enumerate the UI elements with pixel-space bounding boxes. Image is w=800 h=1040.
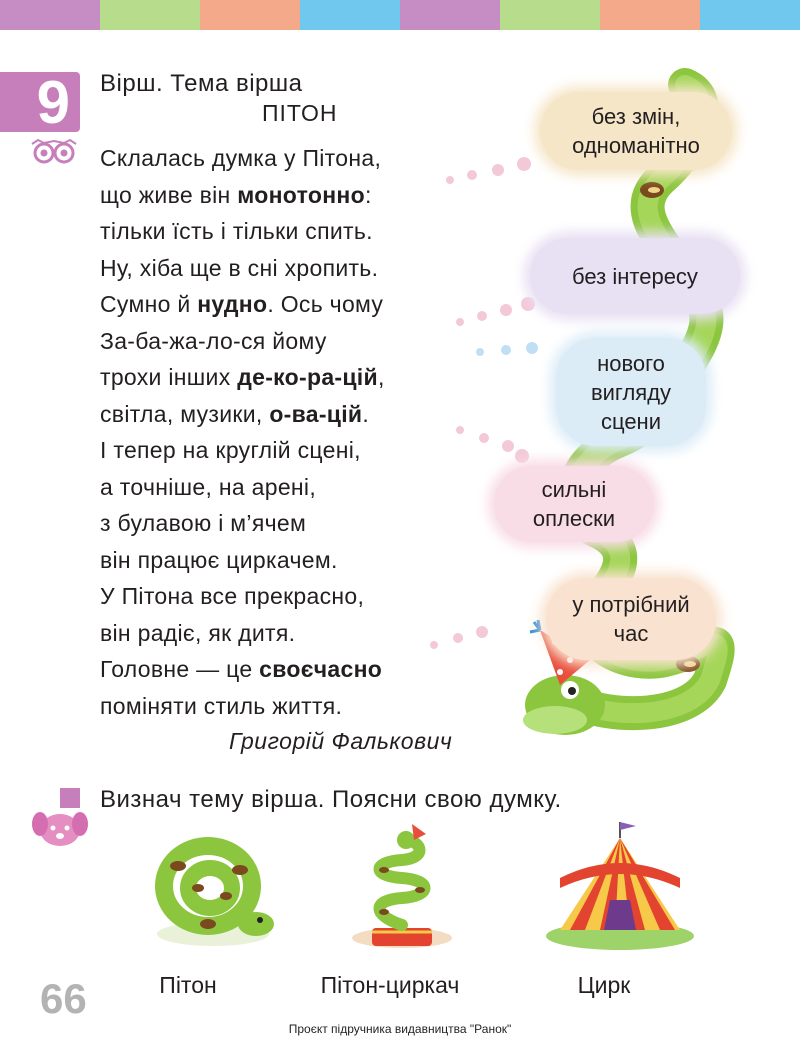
header-stripe xyxy=(700,0,800,30)
poem-line xyxy=(100,359,385,396)
highlighted-word: монотонно xyxy=(237,181,365,208)
lesson-number: 9 xyxy=(36,69,70,136)
poem-line xyxy=(100,177,385,214)
glossary-cloud xyxy=(556,338,706,446)
task-instruction: Визнач тему вірша. Поясни свою думку. xyxy=(100,786,562,813)
header-stripe xyxy=(100,0,200,30)
poem-line xyxy=(100,578,385,615)
glossary-definition: час xyxy=(613,621,649,646)
header-stripes xyxy=(0,0,800,30)
glossary-cloud xyxy=(540,92,732,170)
poem-line xyxy=(100,651,385,688)
poem-text-fragment: . xyxy=(362,400,370,427)
poem-text-fragment: Склалась думка у Пітона, xyxy=(100,145,382,171)
poem-line xyxy=(100,615,385,652)
glossary-definition: у потрібний xyxy=(572,592,690,617)
poem-line xyxy=(100,396,385,433)
poem-text-fragment: Головне — це xyxy=(100,656,260,682)
poem-text-fragment: . Ось чому xyxy=(267,291,384,317)
poem-text-fragment: поміняти стиль життя. xyxy=(100,692,343,719)
poem-line xyxy=(100,505,385,542)
glossary-definition: без інтересу xyxy=(572,263,698,289)
poem-line xyxy=(100,140,385,177)
poem-text xyxy=(100,140,385,724)
dog-task-icon xyxy=(32,786,88,848)
glossary-definition: нового xyxy=(597,350,665,376)
poem-author: Григорій Фалькович xyxy=(229,728,453,754)
poem-line xyxy=(100,432,385,469)
option-caption: Цирк xyxy=(577,972,631,998)
header-stripe xyxy=(200,0,300,30)
poem-text-fragment: У Пітона все прекрасно, xyxy=(100,583,365,609)
highlighted-word: де-ко-ра-цій xyxy=(237,364,378,390)
lesson-heading: Вірш. Тема вірша xyxy=(100,70,303,97)
footer-publisher: Проєкт підручника видавництва "Ранок" xyxy=(288,1022,512,1036)
poem-text-fragment: тільки їсть і тільки спить. xyxy=(100,218,373,244)
coiled-python-icon xyxy=(148,826,278,954)
glossary-definition: одноманітно xyxy=(572,133,700,158)
poem-line xyxy=(100,213,385,250)
highlighted-word: о-ва-цій xyxy=(269,400,363,427)
header-stripe xyxy=(600,0,700,30)
poem-title: ПІТОН xyxy=(262,100,338,126)
poem-line xyxy=(100,323,385,360)
poem-line xyxy=(100,688,385,725)
glossary-definition: вигляду xyxy=(590,379,672,405)
header-stripe xyxy=(300,0,400,30)
option-caption: Пітон xyxy=(159,972,217,998)
poem-text-fragment: І тепер на круглій сцені, xyxy=(100,437,361,463)
owl-eyes-icon xyxy=(30,138,78,164)
glossary-cloud xyxy=(530,238,740,314)
poem-text-fragment: Сумно й xyxy=(100,291,198,317)
poem-text-fragment: він працює циркачем. xyxy=(100,546,338,573)
circus-tent-icon xyxy=(540,818,698,954)
poem-text-fragment: За-ба-жа-ло-ся йому xyxy=(100,327,327,354)
poem-text-fragment: з булавою і м’ячем xyxy=(100,510,307,536)
glossary-definition: оплески xyxy=(532,506,616,531)
poem-text-fragment: а точніше, на арені, xyxy=(100,473,317,500)
glossary-cloud xyxy=(494,466,654,542)
glossary-cloud xyxy=(546,578,716,660)
poem-line xyxy=(100,542,385,579)
lesson-number-badge xyxy=(0,69,80,136)
glossary-definition: сильні xyxy=(541,477,607,502)
poem-line xyxy=(100,250,385,287)
poem-text-fragment: трохи інших xyxy=(100,364,238,390)
poem-text-fragment: Ну, хіба ще в сні хропить. xyxy=(100,254,379,281)
poem-line xyxy=(100,286,385,323)
glossary-definition: сцени xyxy=(600,408,661,434)
poem-text-fragment: що живе він xyxy=(100,181,238,208)
highlighted-word: нудно xyxy=(197,291,268,317)
circus-python-icon xyxy=(342,820,462,955)
poem-line xyxy=(100,469,385,506)
poem-text-fragment: , xyxy=(377,364,385,390)
header-stripe xyxy=(400,0,500,30)
page-number: 66 xyxy=(40,975,87,1022)
glossary-definition: без змін, xyxy=(591,104,681,129)
poem-text-fragment: : xyxy=(364,181,372,208)
poem-text-fragment: світла, музики, xyxy=(100,400,270,427)
highlighted-word: своєчасно xyxy=(259,656,383,682)
header-stripe xyxy=(500,0,600,30)
option-caption: Пітон-циркач xyxy=(320,972,460,998)
header-stripe xyxy=(0,0,100,30)
poem-text-fragment: він радіє, як дитя. xyxy=(100,619,296,646)
